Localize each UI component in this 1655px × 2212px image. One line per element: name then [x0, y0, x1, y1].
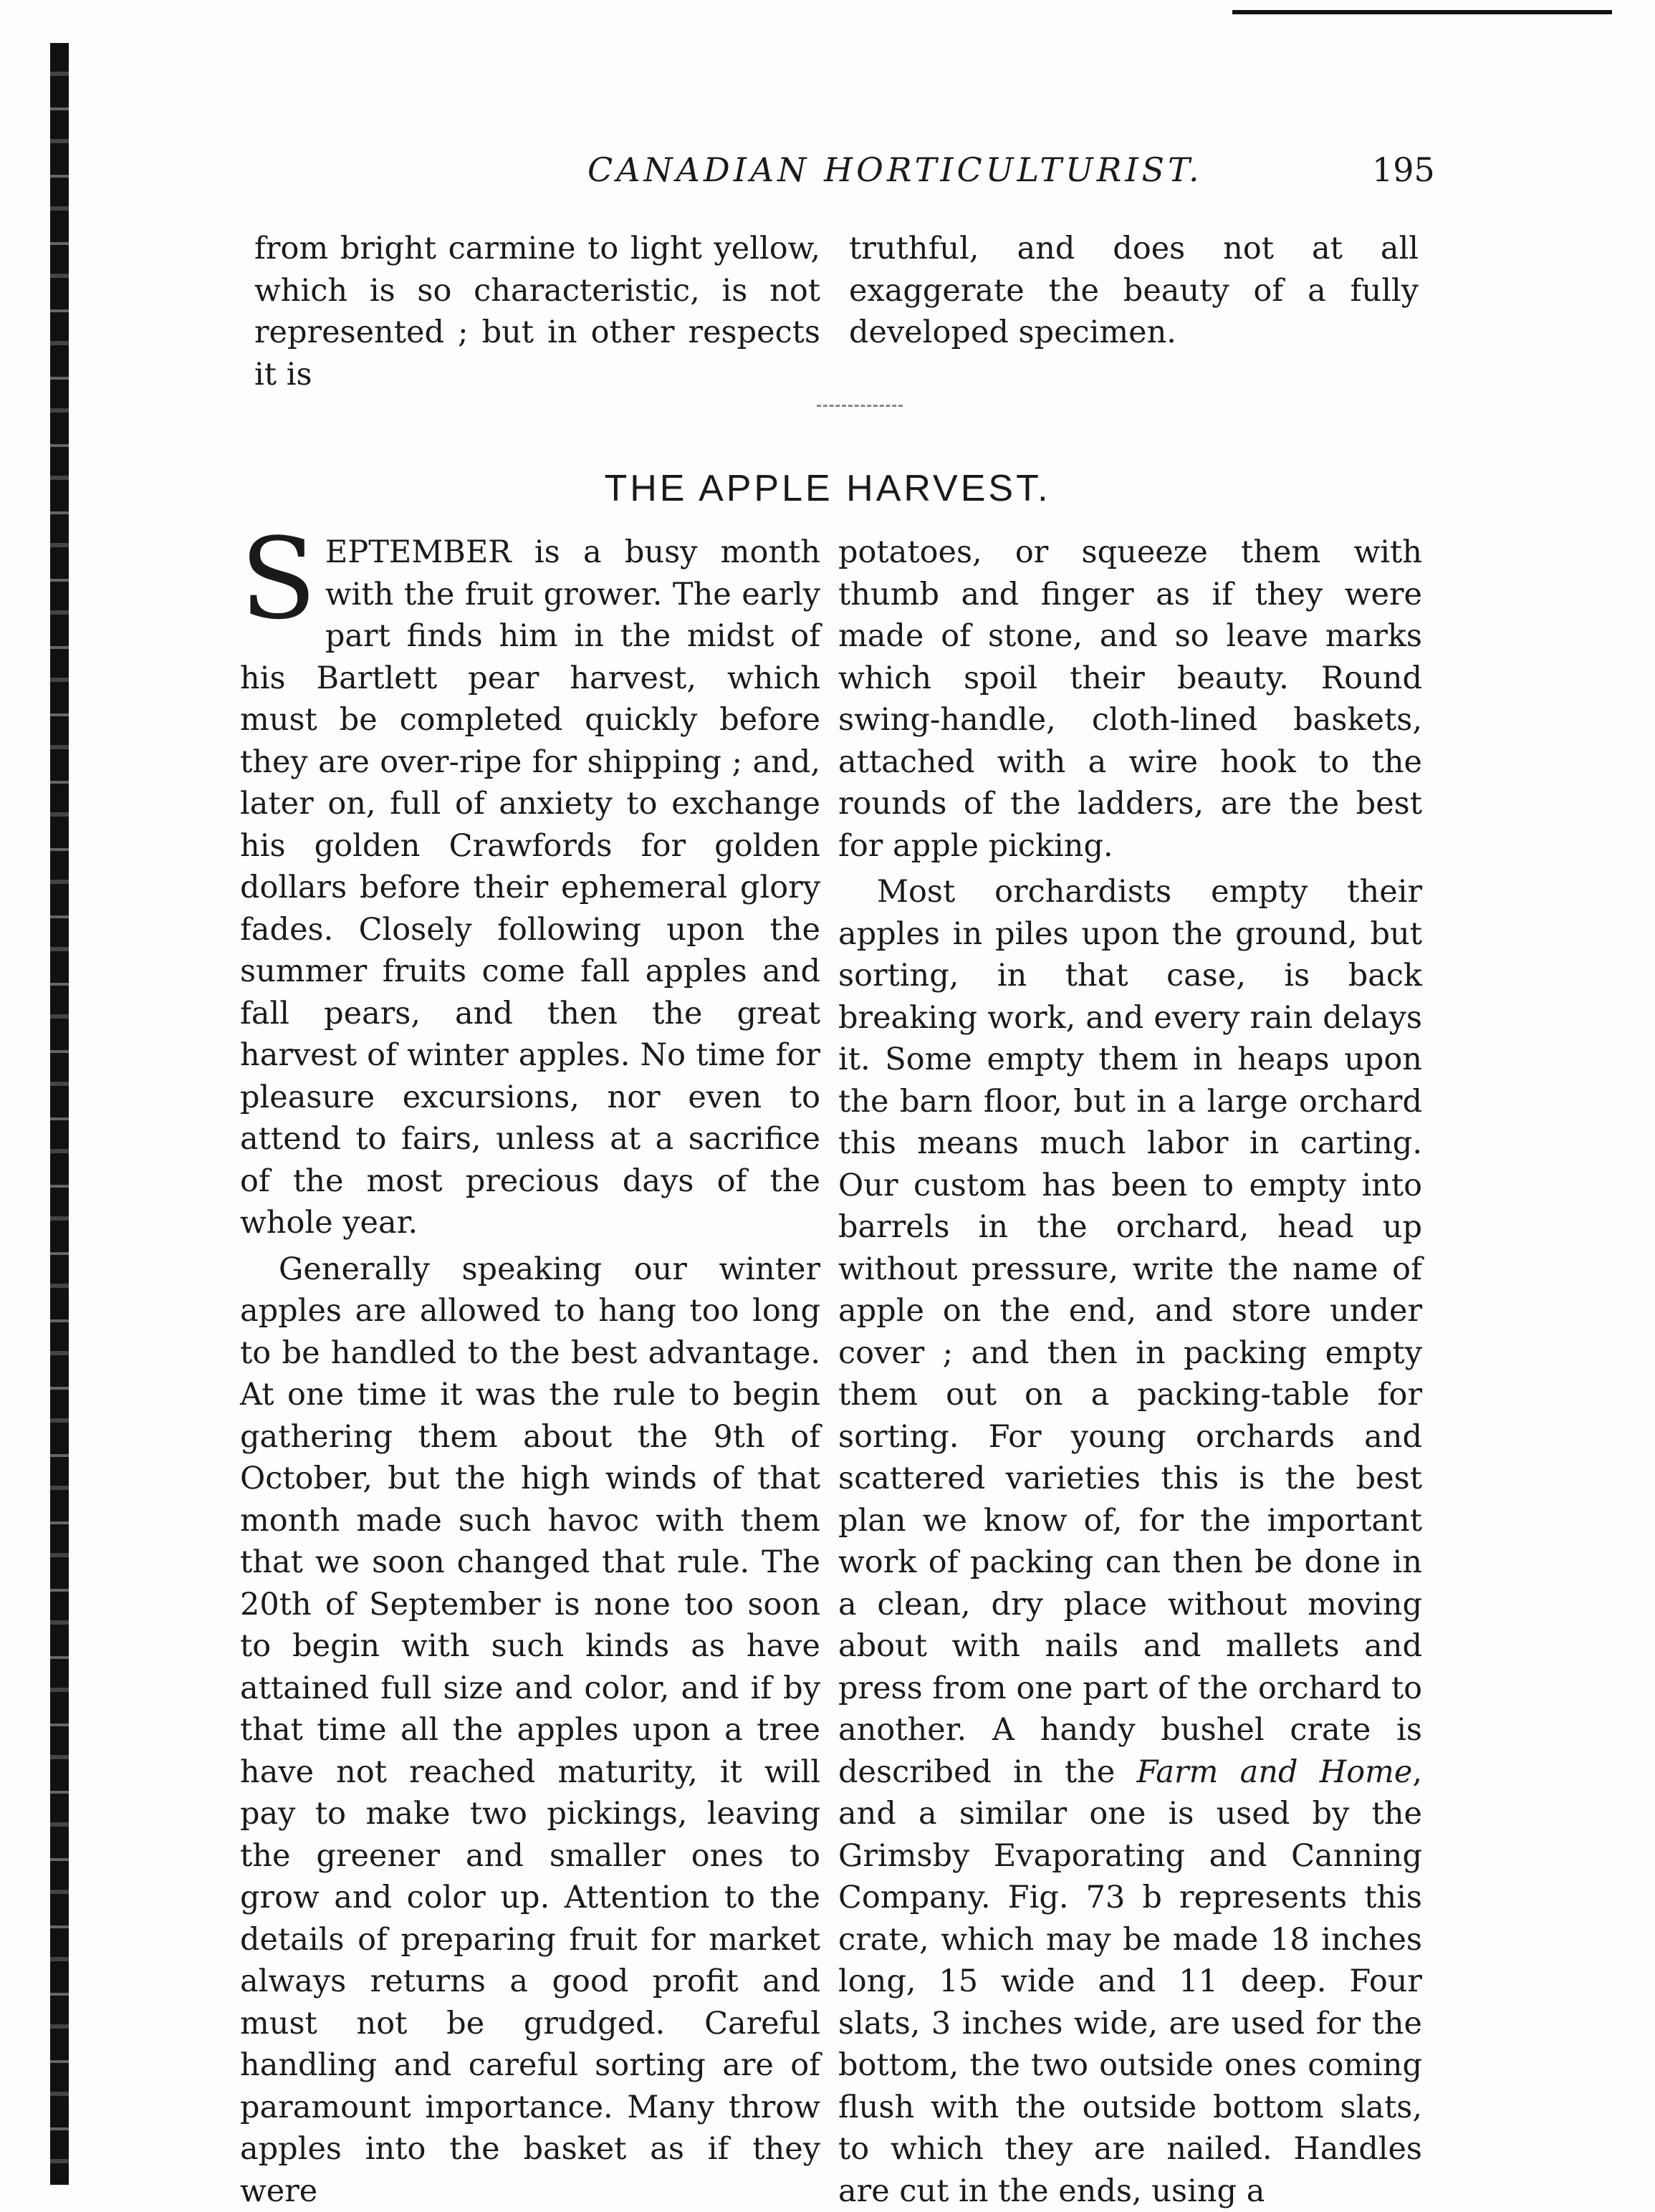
- article-column-right: [838, 532, 1422, 2212]
- continued-paragraph-right: truthful, and does not at all exaggerate the beauty of a fully developed specimen.: [849, 228, 1419, 354]
- page-number: 195: [1372, 150, 1435, 189]
- top-rule: [1232, 10, 1612, 14]
- page-header: [0, 150, 1655, 201]
- continued-paragraph-left: from bright carmine to light yellow, which is so characteristic, is not represented ; but in other respects it is: [254, 228, 820, 395]
- paragraph: Generally speaking our winter apples are allowed to hang too long to be handled to the best advantage. At one time it was the rule to begin gathering them about the 9th of October, but the high winds of that month made such havoc with them that we soon changed that rule. The 20th of September is none too soon to begin with such kinds as have attained full size and color, and if by that time all the apples upon a tree have not reached maturity, it will pay to make two pickings, leaving the greener and smaller ones to grow and color up. Attention to the details of preparing fruit for market always returns a good profit and must not be grudged. Careful handling and careful sorting are of paramount importance. Many throw apples into the basket as if they were: [240, 1249, 820, 2212]
- section-separator: [817, 405, 903, 407]
- running-title: CANADIAN HORTICULTURIST.: [587, 150, 1203, 189]
- paragraph-text: Most orchardists empty their apples in piles upon the ground, but sorting, in that case, is back breaking work, and every rain delays it. Some empty them in heaps upon the barn floor, but in a large orchard this means much labor in carting. Our custom has been to empty into barrels in the orchard, head up without pressure, write the name of apple on the end, and store under cover ; and then in packing empty them out on a packing-table for sorting. For young orchards and scattered varieties this is the best plan we know of, for the important work of packing can then be done in a clean, dry place without moving about with nails and mallets and press from one part of the orchard to another. A handy bushel crate is described in the: [838, 874, 1422, 1790]
- paragraph: [240, 532, 820, 1244]
- paragraph: [838, 871, 1422, 2212]
- paragraph-text: , and a similar one is used by the Grimsby Evaporating and Canning Company. Fig. 73 b represents this crate, which may be made 18 inches long, 15 wide and 11 deep. Four slats, 3 inches wide, are used for the bottom, the two outside ones coming flush with the outside bottom slats, to which they are nailed. Handles are cut in the ends, using a: [838, 1754, 1422, 2209]
- article-column-left: [240, 532, 820, 2212]
- top-right-column: [849, 228, 1419, 354]
- drop-cap: S: [240, 536, 317, 622]
- scan-edge: [50, 43, 69, 2185]
- paragraph-text: EPTEMBER is a busy month with the fruit grower. The early part finds him in the midst of his Bartlett pear harvest, which must be completed quickly before they are over-ripe for shipping ; and, later on, full of anxiety to exchange his golden Crawfords for golden dollars before their ephemeral glory fades. Closely following upon the summer fruits come fall apples and fall pears, and then the great harvest of winter apples. No time for pleasure excursions, nor even to attend to fairs, unless at a sacrifice of the most precious days of the whole year.: [240, 534, 820, 1241]
- article-title: THE APPLE HARVEST.: [0, 467, 1655, 510]
- paragraph: potatoes, or squeeze them with thumb and finger as if they were made of stone, and so leave marks which spoil their beauty. Round swing-handle, cloth-lined baskets, attached with a wire hook to the rounds of the ladders, are the best for apple picking.: [838, 532, 1422, 867]
- top-left-column: [254, 228, 820, 395]
- publication-name: Farm and Home: [1137, 1754, 1413, 1790]
